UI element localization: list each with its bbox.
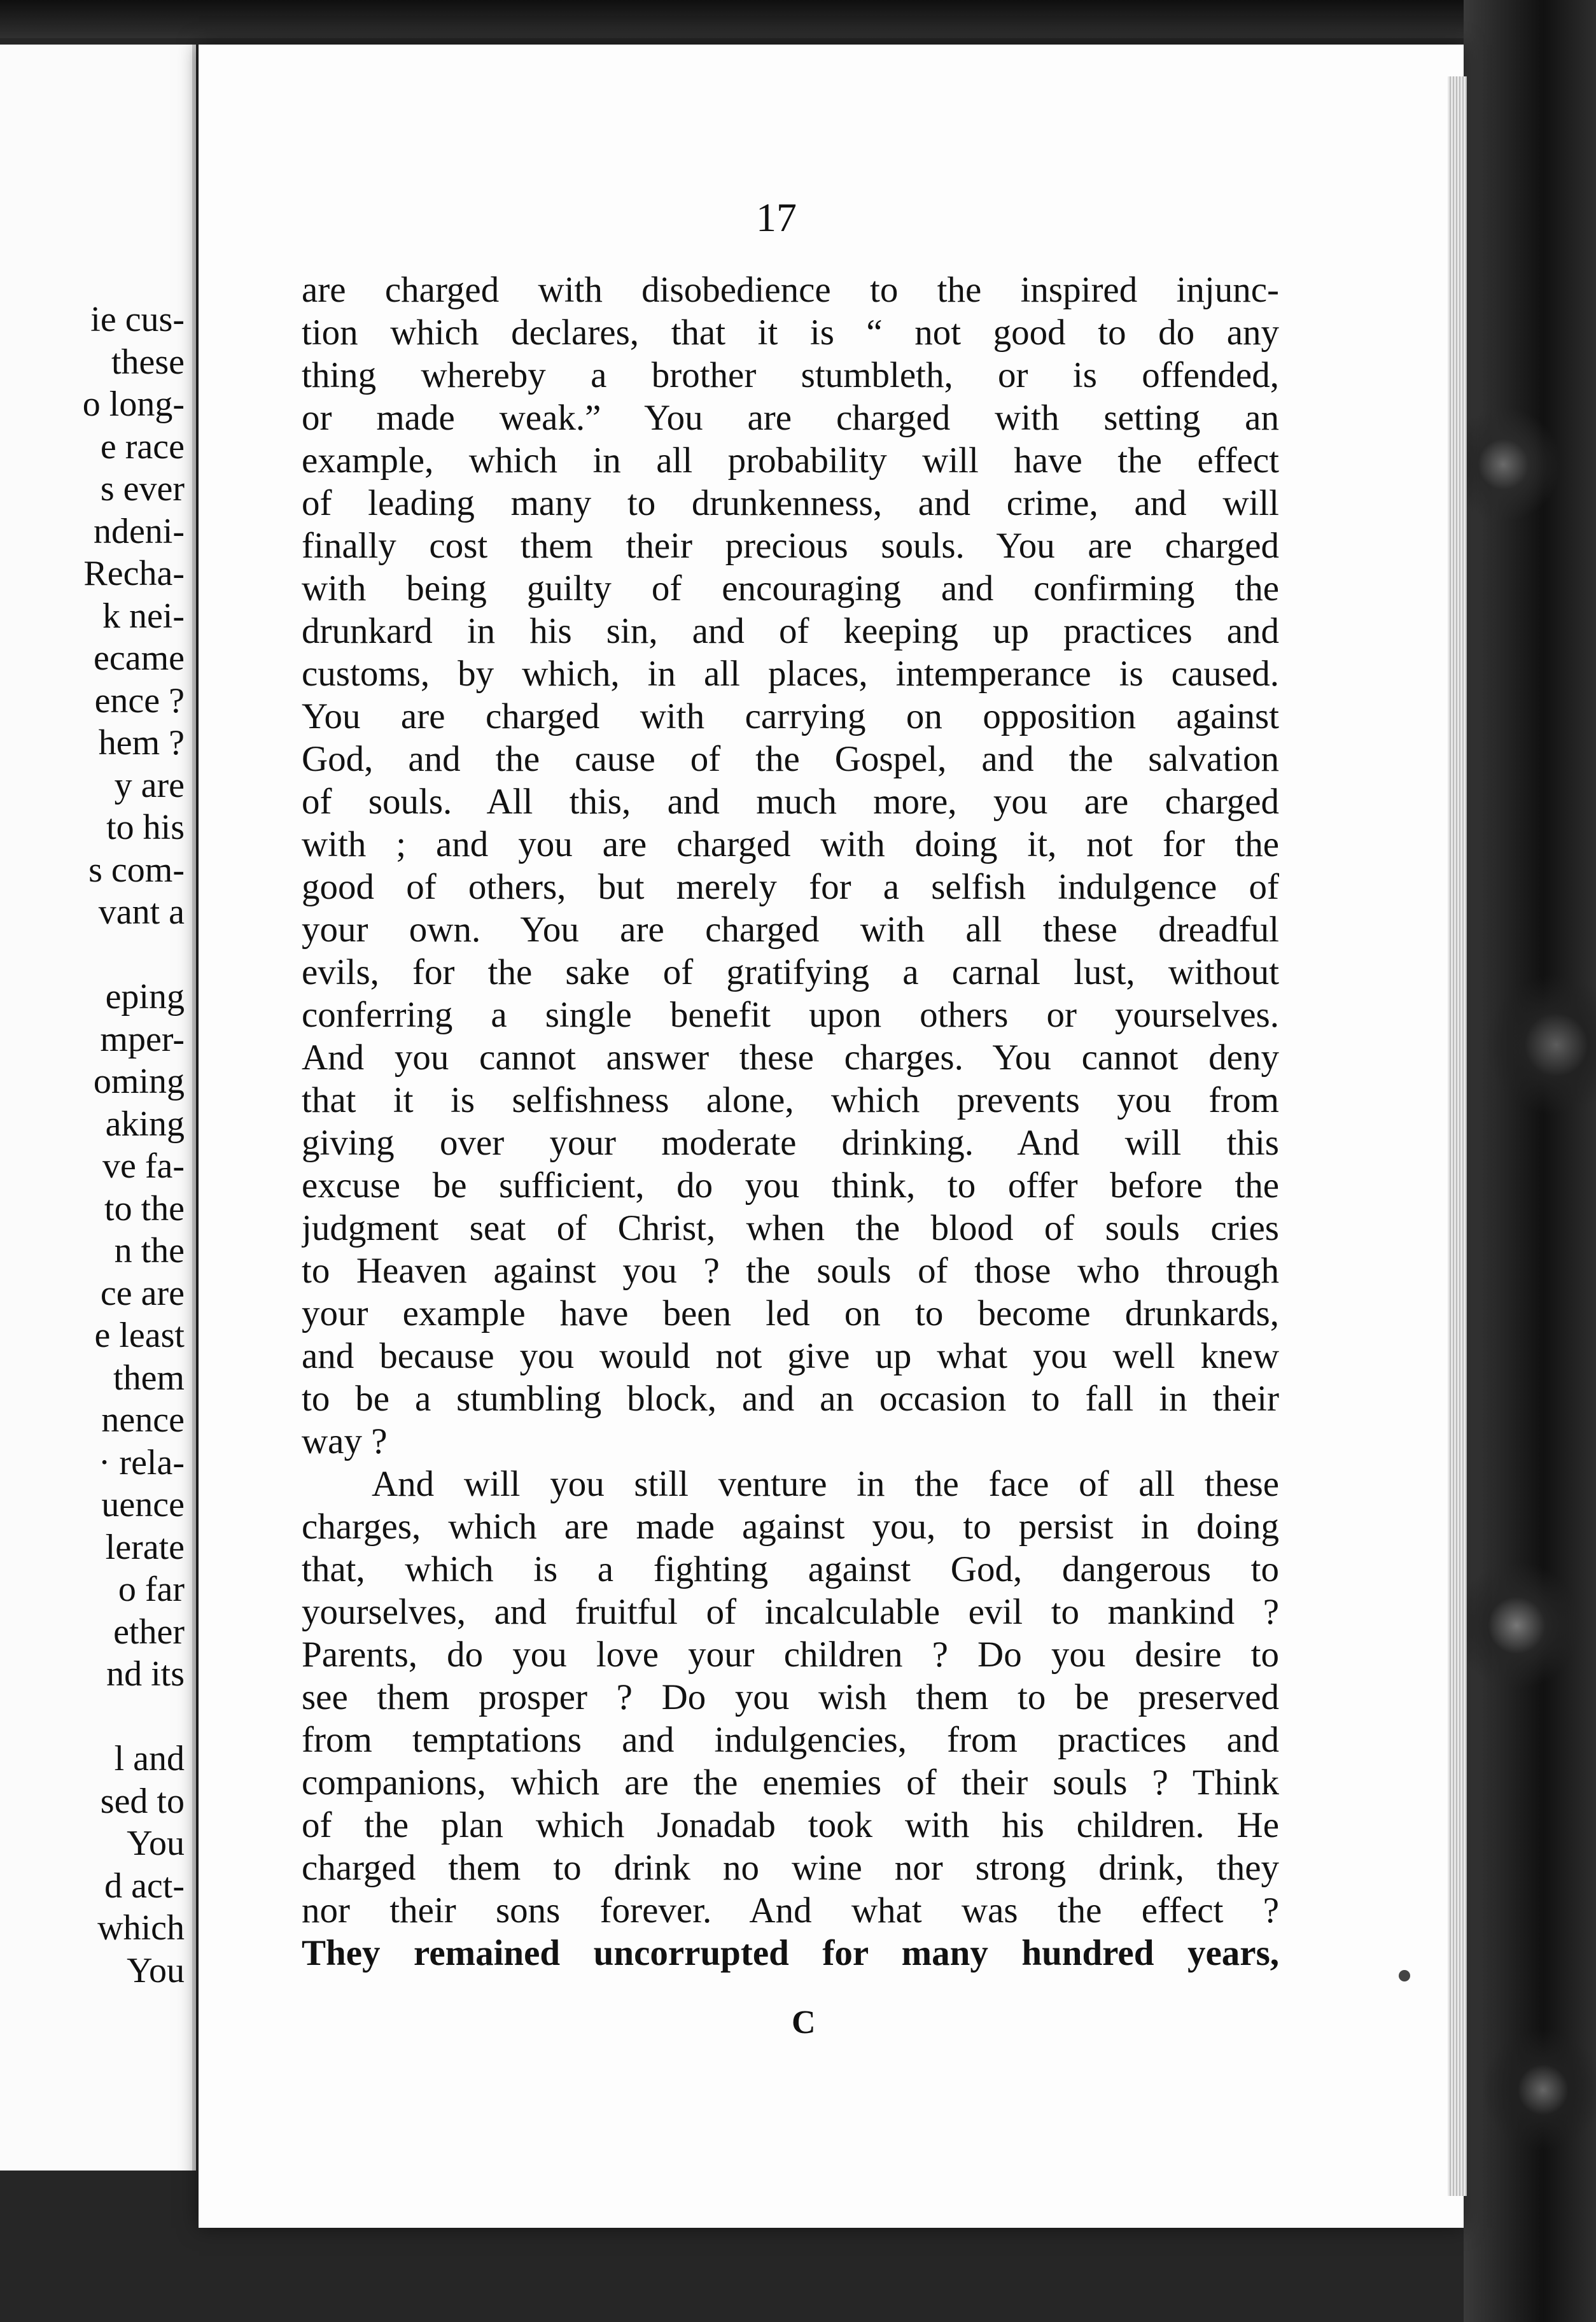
- text-line: that it is selfishness alone, which prevents you from: [302, 1080, 1279, 1120]
- facing-page-line: sed to: [100, 1781, 185, 1821]
- facing-page-line: ence ?: [94, 680, 185, 721]
- text-line: your own. You are charged with all these dreadful: [302, 910, 1279, 950]
- scan-top-edge: [0, 0, 1596, 38]
- facing-page-line: ecame: [94, 638, 185, 678]
- text-line: tion which declares, that it is “ not good to do any: [302, 313, 1279, 353]
- text-line: charged them to drink no wine nor strong drink, they: [302, 1848, 1279, 1888]
- text-line: with being guilty of encouraging and confirming the: [302, 568, 1279, 609]
- facing-page-line: mper-: [100, 1019, 185, 1059]
- facing-page-line: which: [97, 1908, 185, 1948]
- facing-page-line: n the: [114, 1231, 185, 1270]
- facing-page-line: hem ?: [98, 723, 185, 763]
- text-line: of souls. All this, and much more, you are charged: [302, 782, 1279, 822]
- page-number: 17: [756, 195, 797, 240]
- text-line: of the plan which Jonadab took with his children. He: [302, 1805, 1279, 1845]
- text-line: way ?: [302, 1421, 388, 1461]
- ink-speck: [1399, 1970, 1410, 1981]
- facing-page-line: o long-: [82, 384, 185, 424]
- facing-page-line: aking: [105, 1104, 185, 1144]
- facing-page-line: k nei-: [102, 596, 185, 636]
- facing-page-line: these: [111, 342, 185, 382]
- facing-page-line: l and: [114, 1739, 185, 1778]
- facing-page-line: e race: [100, 426, 185, 467]
- facing-page-line: You: [127, 1950, 185, 1990]
- facing-page-line: · rela-: [98, 1442, 185, 1482]
- facing-page-line: s com-: [88, 850, 185, 890]
- text-line: charges, which are made against you, to persist in doing: [302, 1507, 1279, 1547]
- facing-page-line: o far: [118, 1570, 185, 1609]
- facing-page-line: eping: [105, 977, 185, 1017]
- text-line: your example have been led on to become drunkards,: [302, 1293, 1279, 1333]
- facing-page-line: oming: [93, 1062, 185, 1101]
- facing-page-line: ie cus-: [90, 300, 185, 339]
- text-line: They remained uncorrupted for many hundred years,: [302, 1933, 1279, 1973]
- facing-page-line: Recha-: [83, 554, 185, 593]
- text-line: Parents, do you love your children ? Do you desire to: [302, 1635, 1279, 1675]
- facing-page-line: to the: [104, 1188, 185, 1228]
- signature-mark: C: [792, 2004, 816, 2041]
- text-line: customs, by which, in all places, intemperance is caused.: [302, 654, 1279, 694]
- marbled-board-edge: [1464, 0, 1596, 2322]
- facing-page-line: uence: [101, 1485, 185, 1524]
- text-line: are charged with disobedience to the inspired injunc-: [302, 270, 1279, 310]
- text-line: thing whereby a brother stumbleth, or is offended,: [302, 355, 1279, 395]
- text-line: to be a stumbling block, and an occasion to fall in their: [302, 1379, 1279, 1419]
- facing-page-line: vant a: [98, 892, 185, 932]
- text-line: from temptations and indulgencies, from practices and: [302, 1720, 1279, 1760]
- text-line: or made weak.” You are charged with setting an: [302, 398, 1279, 438]
- facing-page-line: nd its: [106, 1654, 185, 1694]
- facing-page: [0, 45, 196, 2171]
- facing-page-line: nence: [101, 1400, 185, 1440]
- text-line: God, and the cause of the Gospel, and the salvation: [302, 739, 1279, 779]
- text-line: evils, for the sake of gratifying a carnal lust, without: [302, 952, 1279, 992]
- text-line: and because you would not give up what you well knew: [302, 1336, 1279, 1376]
- text-line: see them prosper ? Do you wish them to be preserved: [302, 1677, 1279, 1717]
- page-stack-edge: [1448, 76, 1467, 2196]
- text-line: to Heaven against you ? the souls of those who through: [302, 1251, 1279, 1291]
- facing-page-line: ce are: [100, 1273, 185, 1313]
- facing-page-line: y are: [114, 765, 185, 805]
- facing-page-line: d act-: [104, 1866, 185, 1906]
- text-line: of leading many to drunkenness, and crime, and will: [302, 483, 1279, 523]
- text-line: good of others, but merely for a selfish indulgence of: [302, 867, 1279, 907]
- text-line: And you cannot answer these charges. You cannot deny: [302, 1038, 1279, 1078]
- text-line: yourselves, and fruitful of incalculable evil to mankind ?: [302, 1592, 1279, 1632]
- text-line: drunkard in his sin, and of keeping up practices and: [302, 611, 1279, 651]
- text-line: with ; and you are charged with doing it, not for the: [302, 824, 1279, 864]
- facing-page-line: ether: [113, 1612, 185, 1652]
- text-line: excuse be sufficient, do you think, to offer before the: [302, 1165, 1279, 1206]
- text-line: giving over your moderate drinking. And will this: [302, 1123, 1279, 1163]
- text-line: And will you still venture in the face of all these: [372, 1464, 1279, 1504]
- facing-page-line: lerate: [105, 1527, 185, 1567]
- text-line: judgment seat of Christ, when the blood of souls cries: [302, 1208, 1279, 1248]
- facing-page-line: them: [113, 1358, 185, 1398]
- text-line: conferring a single benefit upon others or yourselves.: [302, 995, 1279, 1035]
- facing-page-line: s ever: [100, 469, 185, 509]
- text-line: nor their sons forever. And what was the effect ?: [302, 1890, 1279, 1931]
- text-line: that, which is a fighting against God, dangerous to: [302, 1549, 1279, 1589]
- text-line: example, which in all probability will have the effect: [302, 440, 1279, 481]
- facing-page-line: You: [127, 1824, 185, 1863]
- facing-page-line: to his: [106, 808, 185, 847]
- text-line: companions, which are the enemies of their souls ? Think: [302, 1763, 1279, 1803]
- text-line: You are charged with carrying on opposition against: [302, 696, 1279, 736]
- facing-page-line: ve fa-: [102, 1146, 185, 1186]
- facing-page-line: ndeni-: [93, 511, 185, 551]
- text-line: finally cost them their precious souls. You are charged: [302, 526, 1279, 566]
- facing-page-line: e least: [94, 1316, 185, 1355]
